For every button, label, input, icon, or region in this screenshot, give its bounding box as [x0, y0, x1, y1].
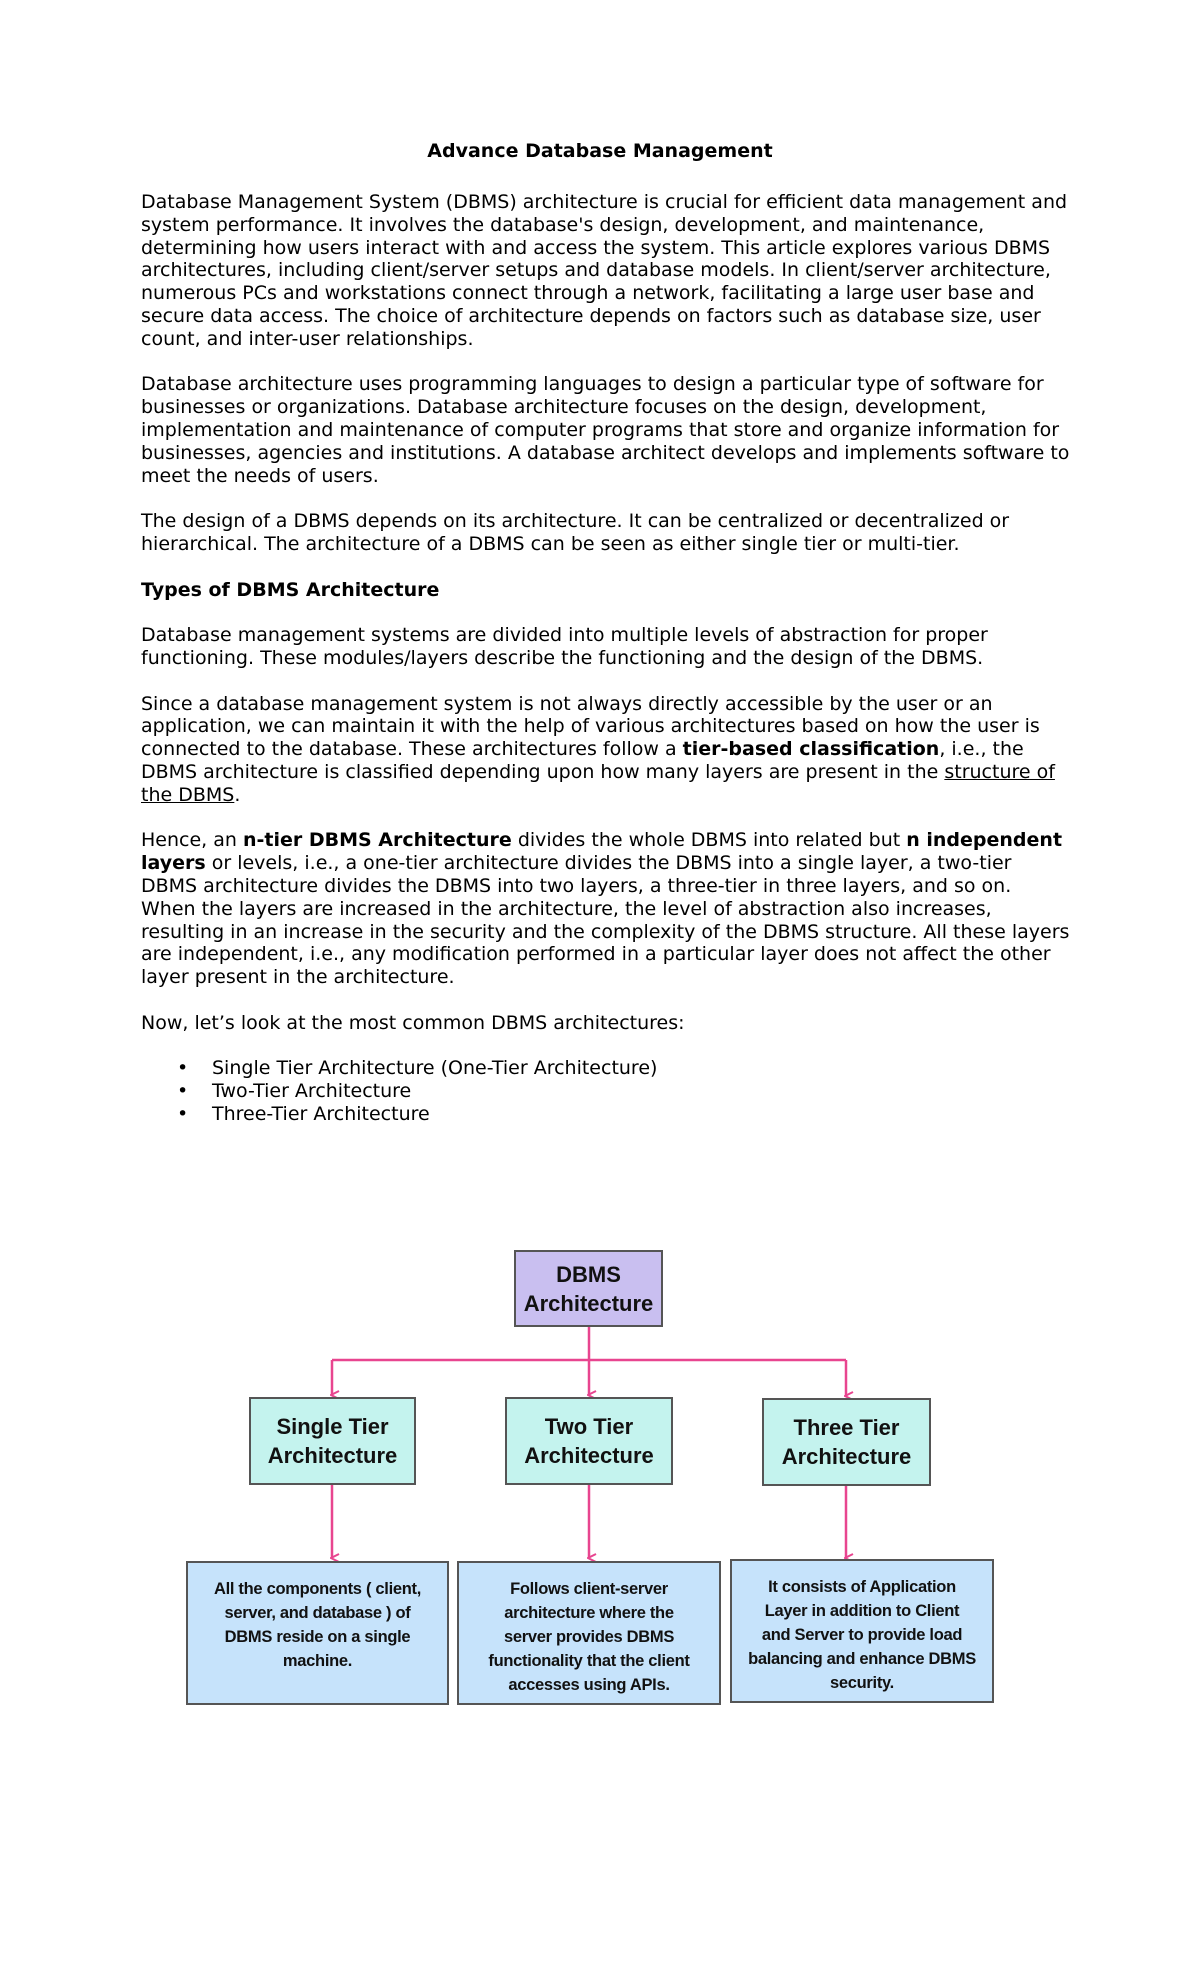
desc-line: DBMS reside on a single	[224, 1628, 411, 1646]
node-label: Two Tier	[544, 1414, 634, 1439]
bullet-icon: •	[177, 1080, 189, 1103]
node-label: Architecture	[523, 1290, 654, 1316]
single-tier-description	[186, 1561, 449, 1705]
desc-line: server, and database ) of	[224, 1604, 411, 1622]
node-label: DBMS	[556, 1261, 621, 1287]
text: Database architecture uses programming languages to design a particular type of software for businesses or organizations. Database architecture focuses on the design, development, implementation and maintenance of computer programs that store and organize information for businesses, agencies and institutions. A database architect develops and implements software to meet the needs of users.	[141, 373, 1070, 487]
text: .	[234, 783, 241, 806]
three-tier-description	[730, 1559, 994, 1703]
desc-line: Layer in addition to Client	[764, 1602, 960, 1620]
desc-line: server provides DBMS	[503, 1628, 675, 1646]
dbms-architecture-node	[514, 1250, 663, 1327]
node-label: Three Tier	[793, 1415, 900, 1440]
structure-link[interactable]: structure of the DBMS	[141, 760, 1055, 806]
three-tier-node	[762, 1398, 931, 1486]
node-label: Single Tier	[276, 1414, 389, 1439]
desc-line: machine.	[282, 1652, 353, 1670]
bold-text: tier-based classification	[682, 738, 940, 761]
desc-line: architecture where the	[504, 1604, 674, 1622]
desc-line: accesses using APIs.	[508, 1676, 670, 1694]
desc-line: balancing and enhance DBMS	[748, 1650, 976, 1668]
text: or levels, i.e., a one-tier architecture divides the DBMS into a single layer, a two-tier DBMS architecture divides the DBMS into two layers, a three-tier in three layers, and so on. When the layers are increased in the architecture, the level of abstraction also increases, resulting in an increase in the security and the complexity of the DBMS structure. All these layers are independent, i.e., any modification performed in a particular layer does not affect the other layer present in the architecture.	[141, 852, 1070, 989]
node-label: Architecture	[524, 1443, 654, 1468]
desc-line: It consists of Application	[768, 1578, 956, 1596]
list-item-text: Three-Tier Architecture	[212, 1102, 430, 1125]
text: Hence, an	[141, 829, 243, 852]
two-tier-description	[457, 1561, 721, 1705]
text: Now, let’s look at the most common DBMS architectures:	[141, 1011, 685, 1034]
bullet-icon: •	[177, 1057, 189, 1080]
two-tier-node	[505, 1397, 673, 1485]
desc-line: Follows client-server	[510, 1580, 668, 1598]
bold-text: n independent layers	[141, 829, 1063, 875]
list-item-text: Two-Tier Architecture	[212, 1080, 412, 1103]
text: The design of a DBMS depends on its architecture. It can be centralized or decentralized or hierarchical. The architecture of a DBMS can be seen as either single tier or multi-tier.	[141, 510, 1010, 555]
text: Database Management System (DBMS) architecture is crucial for efficient data management and system performance. It involves the database's design, development, and maintenance, determining how users interact with and access the system. This article explores various DBMS architectures, including client/server setups and database models. In client/server architecture, numerous PCs and workstations connect through a network, facilitating a large user base and secure data access. The choice of architecture depends on factors such as database size, user count, and inter-user relationships.	[141, 191, 1068, 350]
node-label: Architecture	[267, 1443, 398, 1468]
page-title: Advance Database Management	[427, 140, 773, 162]
desc-line: functionality that the client	[488, 1652, 690, 1670]
text: , i.e., the DBMS architecture is classified depending upon how many layers are present in the	[141, 738, 1024, 783]
text: Database management systems are divided into multiple levels of abstraction for proper functioning. These modules/layers describe the functioning and the design of the DBMS.	[141, 624, 988, 669]
list-item-text: Single Tier Architecture (One-Tier Architecture)	[212, 1057, 658, 1080]
section-heading: Types of DBMS Architecture	[141, 578, 440, 601]
bullet-icon: •	[177, 1102, 189, 1125]
desc-line: All the components ( client,	[213, 1580, 422, 1598]
bold-text: n-tier DBMS Architecture	[242, 829, 512, 852]
single-tier-node	[249, 1397, 416, 1485]
node-label: Architecture	[781, 1444, 912, 1469]
text: divides the whole DBMS into related but	[511, 829, 907, 852]
desc-line: and Server to provide load	[761, 1626, 963, 1644]
desc-line: security.	[830, 1674, 894, 1692]
text: Since a database management system is not always directly accessible by the user or an application, we can maintain it with the help of various architectures based on how the user is connected to the database. These architectures follow a	[141, 692, 1040, 761]
